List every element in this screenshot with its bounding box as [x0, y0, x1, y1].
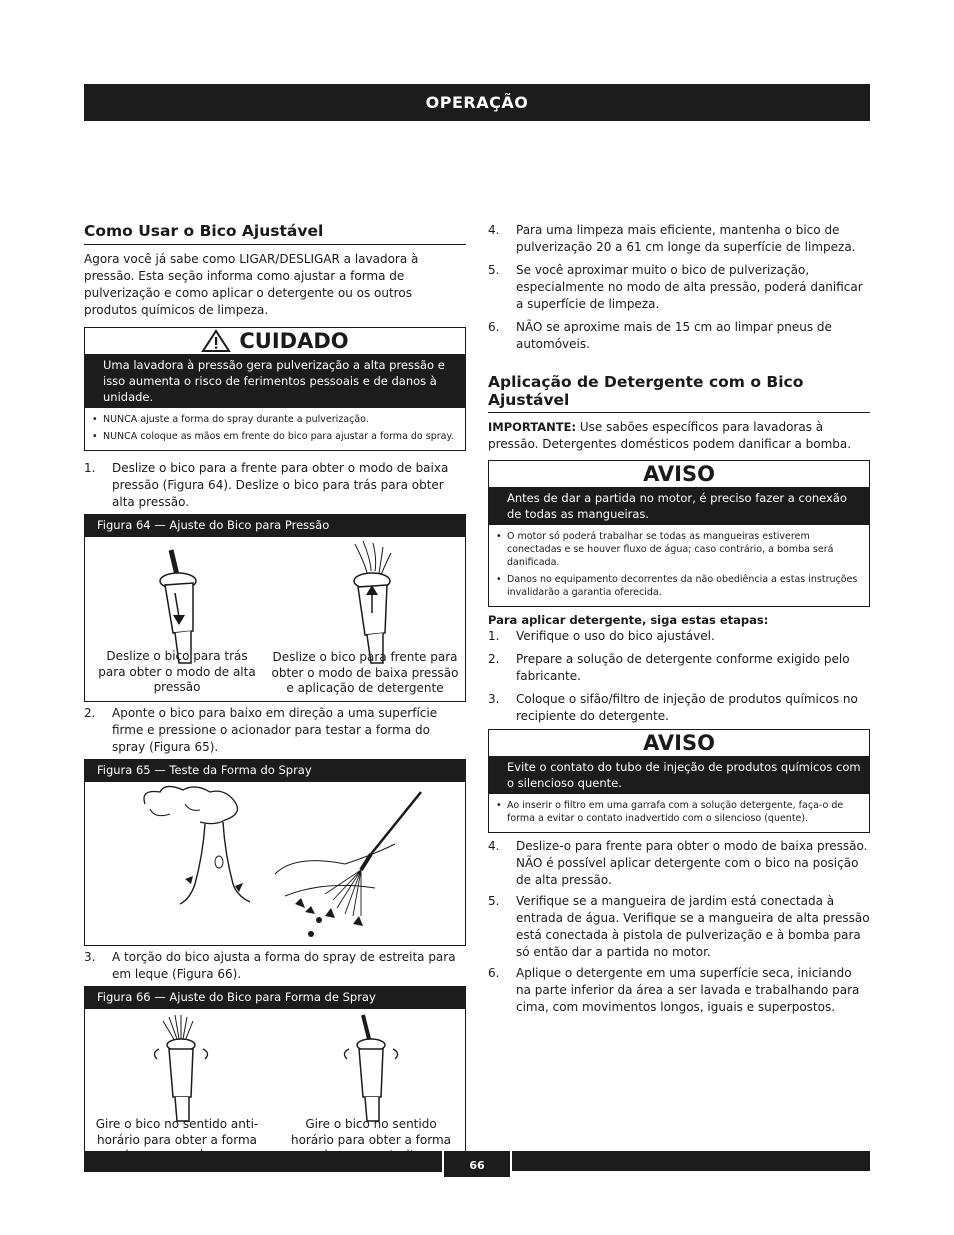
page-number: 66 — [442, 1151, 512, 1177]
steps-label: Para aplicar detergente, siga estas etapas: — [488, 613, 769, 627]
caution-box — [84, 327, 466, 451]
warning-triangle-icon — [201, 329, 231, 353]
step-item: 3. Coloque o sifão/filtro de injeção de produtos químicos no recipiente do detergente. — [488, 692, 858, 723]
step-item: 1. Deslize o bico para a frente para obter o modo de baixa pressão (Figura 64). Deslize o bico para trás para obter alta pressão. — [84, 461, 449, 509]
caution-bullets — [85, 408, 465, 450]
steps-list-6 — [488, 838, 870, 1016]
figure-65-title: Figura 65 — Teste da Forma do Spray — [85, 760, 465, 782]
aviso-message: Evite o contato do tubo de injeção de produtos químicos com o silencioso quente. — [489, 756, 869, 794]
figure-64-caption-left: Deslize o bico para trás para obter o modo de alta pressão — [98, 649, 256, 694]
caution-message: Uma lavadora à pressão gera pulverização a alta pressão e isso aumenta o risco de ferimentos pessoais e de danos à unidade. — [85, 354, 465, 408]
aviso-box-2 — [488, 729, 870, 833]
figure-65 — [84, 759, 466, 946]
aviso-bullets — [489, 525, 869, 606]
figure-64 — [84, 514, 466, 702]
steps-list-1 — [84, 460, 466, 511]
heading-adjustable-nozzle: Como Usar o Bico Ajustável — [84, 222, 466, 245]
heading-detergent: Aplicação de Detergente com o Bico Ajustável — [488, 373, 870, 413]
step-item: 3. A torção do bico ajusta a forma do spray de estreita para em leque (Figura 66). — [84, 950, 456, 981]
left-column — [84, 222, 466, 1172]
aviso-message: Antes de dar a partida no motor, é preciso fazer a conexão de todas as mangueiras. — [489, 487, 869, 525]
caution-bullet: • NUNCA ajuste a forma do spray durante a pulverização. — [89, 413, 459, 426]
step-item: 5. Verifique se a mangueira de jardim está conectada à entrada de água. Verifique se a mangueira de alta pressão está conectada à pistola de pulverização e à bomba para só então dar a partida no motor. — [488, 894, 870, 959]
nozzle-slide-forward-illustration — [325, 539, 425, 665]
steps-list-4 — [488, 222, 870, 353]
aviso-box-1 — [488, 460, 870, 607]
step-item: 4. Para uma limpeza mais eficiente, mantenha o bico de pulverização 20 a 61 cm longe da superfície de limpeza. — [488, 223, 856, 254]
aviso-bullet: • O motor só poderá trabalhar se todas as mangueiras estiverem conectadas e se houver fluxo de água; caso contrário, a bomba será danificada. — [493, 530, 863, 569]
nozzle-fan-spray-illustration — [143, 1013, 223, 1123]
figure-66-title: Figura 66 — Ajuste do Bico para Forma de Spray — [85, 987, 465, 1009]
aviso-bullet: • Ao inserir o filtro em uma garrafa com a solução detergente, faça-o de forma a evitar o contato inadvertido com o silencioso (quente). — [493, 799, 863, 825]
aviso-title: AVISO — [643, 462, 715, 486]
steps-list-3 — [84, 949, 466, 983]
steps-list-2 — [84, 705, 466, 756]
step-item: 1. Verifique o uso do bico ajustável. — [488, 629, 715, 643]
spray-test-illustration — [125, 784, 425, 942]
figure-66 — [84, 986, 466, 1172]
caution-bullet: • NUNCA coloque as mãos em frente do bico para ajustar a forma do spray. — [89, 430, 459, 443]
intro-paragraph: Agora você já sabe como LIGAR/DESLIGAR a lavadora à pressão. Esta seção informa como ajustar a forma de pulverização e como aplicar o detergente ou os outros produtos químicos de limpeza. — [84, 252, 419, 317]
caution-title: CUIDADO — [85, 328, 465, 354]
important-paragraph: IMPORTANTE: Use sabões específicos para lavadoras à pressão. Detergentes domésticos podem danificar a bomba. — [488, 420, 852, 451]
step-item: 5. Se você aproximar muito o bico de pulverização, especialmente no modo de alta pressão, poderá danificar a superfície de limpeza. — [488, 263, 863, 311]
figure-64-caption-right: Deslize o bico para frente para obter o modo de baixa pressão e aplicação de detergente — [271, 650, 459, 695]
section-header — [84, 84, 870, 121]
step-item: 6. Aplique o detergente em uma superfície seca, iniciando na parte inferior da área a ser lavada e trabalhando para cima, com movimentos longos, iguais e superpostos. — [488, 966, 860, 1014]
figure-66-caption-left: Gire o bico no sentido anti-horário para obter a forma — [95, 1117, 259, 1147]
aviso-title: AVISO — [643, 731, 715, 755]
figure-66-caption-right: Gire o bico no sentido horário para obter a forma — [290, 1117, 452, 1147]
nozzle-slide-back-illustration — [145, 545, 225, 665]
aviso-bullets — [489, 794, 869, 832]
step-item: 2. Aponte o bico para baixo em direção a uma superfície firme e pressione o acionador para testar a forma do spray (Figura 65). — [84, 706, 438, 754]
right-column — [488, 222, 870, 1016]
steps-list-5 — [488, 628, 870, 725]
step-item: 4. Deslize-o para frente para obter o modo de baixa pressão. NÃO é possível aplicar detergente com o bico na posição de alta pressão. — [488, 839, 868, 887]
step-item: 2. Prepare a solução de detergente conforme exigido pelo fabricante. — [488, 652, 850, 683]
figure-64-title: Figura 64 — Ajuste do Bico para Pressão — [85, 515, 465, 537]
aviso-bullet: • Danos no equipamento decorrentes da não obediência a estas instruções invalidarão a garantia oferecida. — [493, 573, 863, 599]
nozzle-narrow-spray-illustration — [335, 1013, 415, 1123]
step-item: 6. NÃO se aproxime mais de 15 cm ao limpar pneus de automóveis. — [488, 320, 832, 351]
section-title: OPERAÇÃO — [425, 93, 529, 112]
